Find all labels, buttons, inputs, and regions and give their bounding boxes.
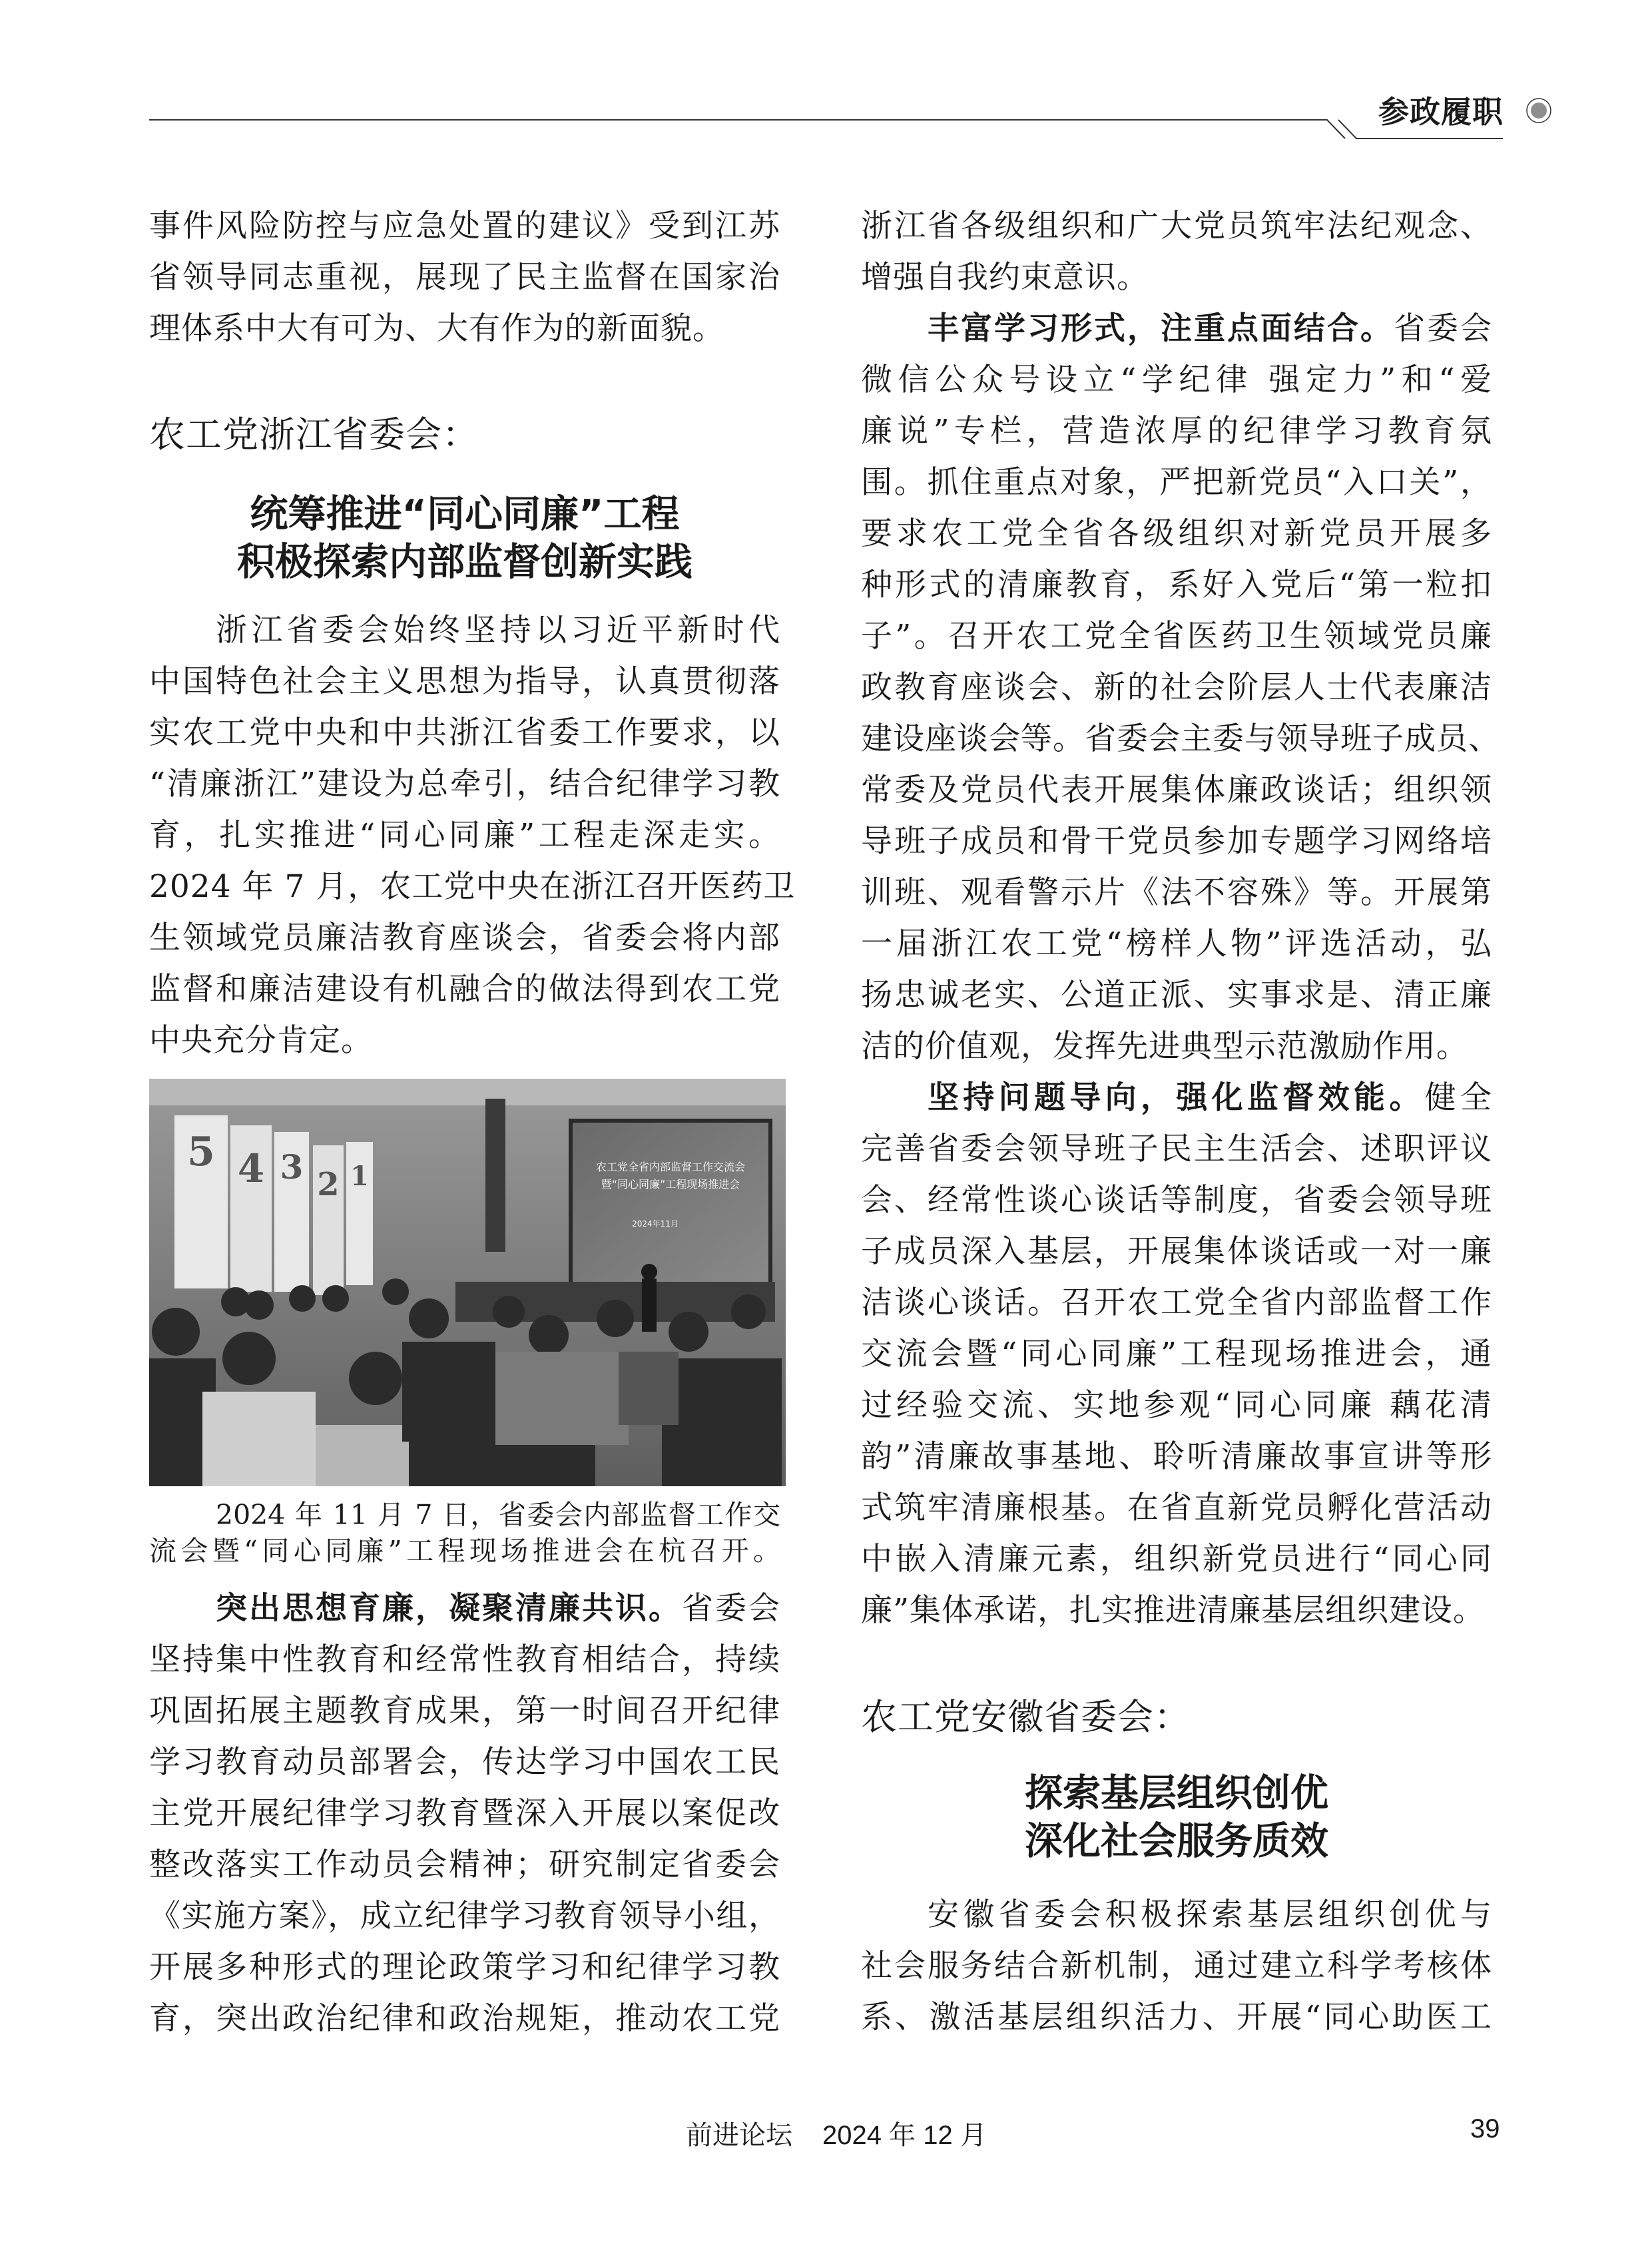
text-line: 微信公众号设立“学纪律 强定力”和“爱 bbox=[861, 362, 1492, 398]
text-line: 增强自我约束意识。 bbox=[861, 259, 1149, 296]
text-line: 事件风险防控与应急处置的建议》受到江苏 bbox=[149, 208, 780, 244]
screen-text: 暨“同心同廉”工程现场推进会 bbox=[601, 1178, 740, 1191]
org-heading-zhejiang: 农工党浙江省委会： bbox=[149, 415, 479, 455]
text-line: 训班、观看警示片《法不容殊》等。开展第 bbox=[861, 874, 1492, 911]
text-line: 整改落实工作动员会精神；研究制定省委会 bbox=[149, 1846, 780, 1883]
text-line: 子成员深入基层，开展集体谈话或一对一廉 bbox=[861, 1233, 1492, 1270]
text-line: 洁的价值观，发挥先进典型示范激励作用。 bbox=[861, 1028, 1468, 1065]
text-line: 监督和廉洁建设有机融合的做法得到农工党 bbox=[149, 971, 780, 1007]
meeting-photo bbox=[149, 1079, 786, 1486]
footer-magazine: 前进论坛 bbox=[686, 2121, 792, 2150]
panel-number: 1 bbox=[350, 1161, 369, 1192]
lead-rest: 省委会 bbox=[682, 1590, 780, 1627]
text-line: 实农工党中央和中共浙江省委工作要求，以 bbox=[149, 714, 780, 751]
text-line: 常委及党员代表开展集体廉政谈话；组织领 bbox=[861, 772, 1492, 808]
text-line: 浙江省各级组织和广大党员筑牢法纪观念、 bbox=[861, 208, 1492, 244]
bullseye-icon bbox=[1525, 97, 1553, 125]
caption-line: 流会暨“同心同廉”工程现场推进会在杭召开。 bbox=[149, 1535, 780, 1567]
text-line: 开展多种形式的理论政策学习和纪律学习教 bbox=[149, 1949, 780, 1986]
text-line: 导班子成员和骨干党员参加专题学习网络培 bbox=[861, 823, 1492, 860]
text-line: 安徽省委会积极探索基层组织创优与 bbox=[928, 1896, 1492, 1933]
paragraph-lead-line bbox=[861, 303, 1492, 354]
lead-phrase: 突出思想育廉，凝聚清廉共识。 bbox=[216, 1590, 682, 1627]
text-line: 中央充分肯定。 bbox=[149, 1022, 373, 1059]
lead-rest: 省委会 bbox=[1394, 310, 1492, 347]
screen-text: 农工党全省内部监督工作交流会 bbox=[595, 1161, 746, 1173]
text-line: 扬忠诚老实、公道正派、实事求是、清正廉 bbox=[861, 977, 1492, 1013]
panel-number: 4 bbox=[237, 1146, 265, 1191]
text-line: 完善省委会领导班子民主生活会、述职评议 bbox=[861, 1131, 1492, 1167]
text-line: 种形式的清廉教育，系好入党后“第一粒扣 bbox=[861, 567, 1492, 603]
title-line: 探索基层组织创优 bbox=[1025, 1771, 1328, 1815]
text-line: 2024 年 7 月，农工党中央在浙江召开医药卫 bbox=[149, 868, 796, 905]
text-line: 廉”集体承诺，扎实推进清廉基层组织建设。 bbox=[861, 1592, 1486, 1629]
section-title: 参政履职 bbox=[1378, 94, 1504, 130]
lead-rest: 健全 bbox=[1424, 1079, 1493, 1116]
page-number: 39 bbox=[1470, 2114, 1500, 2143]
paragraph-lead-line bbox=[149, 1583, 780, 1634]
lead-phrase: 坚持问题导向，强化监督效能。 bbox=[928, 1079, 1425, 1116]
text-line: 系、激活基层组织活力、开展“同心助医工 bbox=[861, 1999, 1492, 2036]
text-line: “清廉浙江”建设为总牵引，结合纪律学习教 bbox=[149, 766, 780, 802]
paragraph-lead-line bbox=[861, 1072, 1492, 1123]
text-line: 社会服务结合新机制，通过建立科学考核体 bbox=[861, 1948, 1492, 1984]
text-line: 廉说”专栏，营造浓厚的纪律学习教育氛 bbox=[861, 413, 1492, 449]
text-line: 要求农工党全省各级组织对新党员开展多 bbox=[861, 515, 1492, 552]
article-title-zhejiang bbox=[149, 490, 780, 586]
panel-number: 3 bbox=[280, 1147, 304, 1187]
org-heading-anhui: 农工党安徽省委会： bbox=[861, 1697, 1191, 1737]
text-line: 省领导同志重视，展现了民主监督在国家治 bbox=[149, 259, 780, 296]
footer-issue: 2024 年 12 月 bbox=[822, 2121, 987, 2150]
text-line: 巩固拓展主题教育成果，第一时间召开纪律 bbox=[149, 1693, 780, 1729]
text-line: 交流会暨“同心同廉”工程现场推进会，通 bbox=[861, 1336, 1492, 1372]
title-line: 深化社会服务质效 bbox=[1025, 1819, 1328, 1863]
lead-phrase: 丰富学习形式，注重点面结合。 bbox=[928, 310, 1394, 347]
text-line: 《实施方案》，成立纪律学习教育领导小组， bbox=[149, 1898, 780, 1934]
article-title-anhui bbox=[861, 1769, 1492, 1865]
text-line: 建设座谈会等。省委会主委与领导班子成员、 bbox=[861, 720, 1500, 757]
title-line: 积极探索内部监督创新实践 bbox=[237, 540, 692, 584]
panel-number: 2 bbox=[317, 1166, 340, 1203]
text-line: 浙江省委会始终坚持以习近平新时代 bbox=[216, 612, 780, 649]
text-line: 子”。召开农工党全省医药卫生领域党员廉 bbox=[861, 618, 1492, 655]
text-line: 政教育座谈会、新的社会阶层人士代表廉洁 bbox=[861, 669, 1492, 706]
text-line: 主党开展纪律学习教育暨深入开展以案促改 bbox=[149, 1795, 780, 1832]
text-line: 学习教育动员部署会，传达学习中国农工民 bbox=[149, 1744, 780, 1781]
photo-caption bbox=[149, 1497, 780, 1569]
text-line: 中国特色社会主义思想为指导，认真贯彻落 bbox=[149, 663, 780, 700]
text-line: 会、经常性谈心谈话等制度，省委会领导班 bbox=[861, 1182, 1492, 1219]
text-line: 育，扎实推进“同心同廉”工程走深走实。 bbox=[149, 817, 780, 854]
panel-number: 5 bbox=[187, 1129, 215, 1175]
text-line: 坚持集中性教育和经常性教育相结合，持续 bbox=[149, 1641, 780, 1678]
text-line: 韵”清廉故事基地、聆听清廉故事宣讲等形 bbox=[861, 1438, 1492, 1475]
text-line: 过经验交流、实地参观“同心同廉 藕花清 bbox=[861, 1387, 1492, 1424]
text-line: 一届浙江农工党“榜样人物”评选活动，弘 bbox=[861, 926, 1492, 962]
title-line: 统筹推进“同心同廉”工程 bbox=[250, 492, 680, 536]
text-line: 围。抓住重点对象，严把新党员“入口关”， bbox=[861, 464, 1492, 501]
text-line: 式筑牢清廉根基。在省直新党员孵化营活动 bbox=[861, 1490, 1492, 1526]
text-line: 洁谈心谈话。召开农工党全省内部监督工作 bbox=[861, 1284, 1492, 1321]
text-line: 育，突出政治纪律和政治规矩，推动农工党 bbox=[149, 2000, 780, 2037]
header-rule bbox=[0, 0, 1652, 160]
text-line: 生领域党员廉洁教育座谈会，省委会将内部 bbox=[149, 920, 780, 956]
screen-text: 2024年11月 bbox=[632, 1219, 679, 1229]
text-line: 理体系中大有可为、大有作为的新面貌。 bbox=[149, 310, 724, 347]
text-line: 中嵌入清廉元素，组织新党员进行“同心同 bbox=[861, 1541, 1492, 1577]
caption-line: 2024 年 11 月 7 日，省委会内部监督工作交 bbox=[216, 1499, 780, 1531]
